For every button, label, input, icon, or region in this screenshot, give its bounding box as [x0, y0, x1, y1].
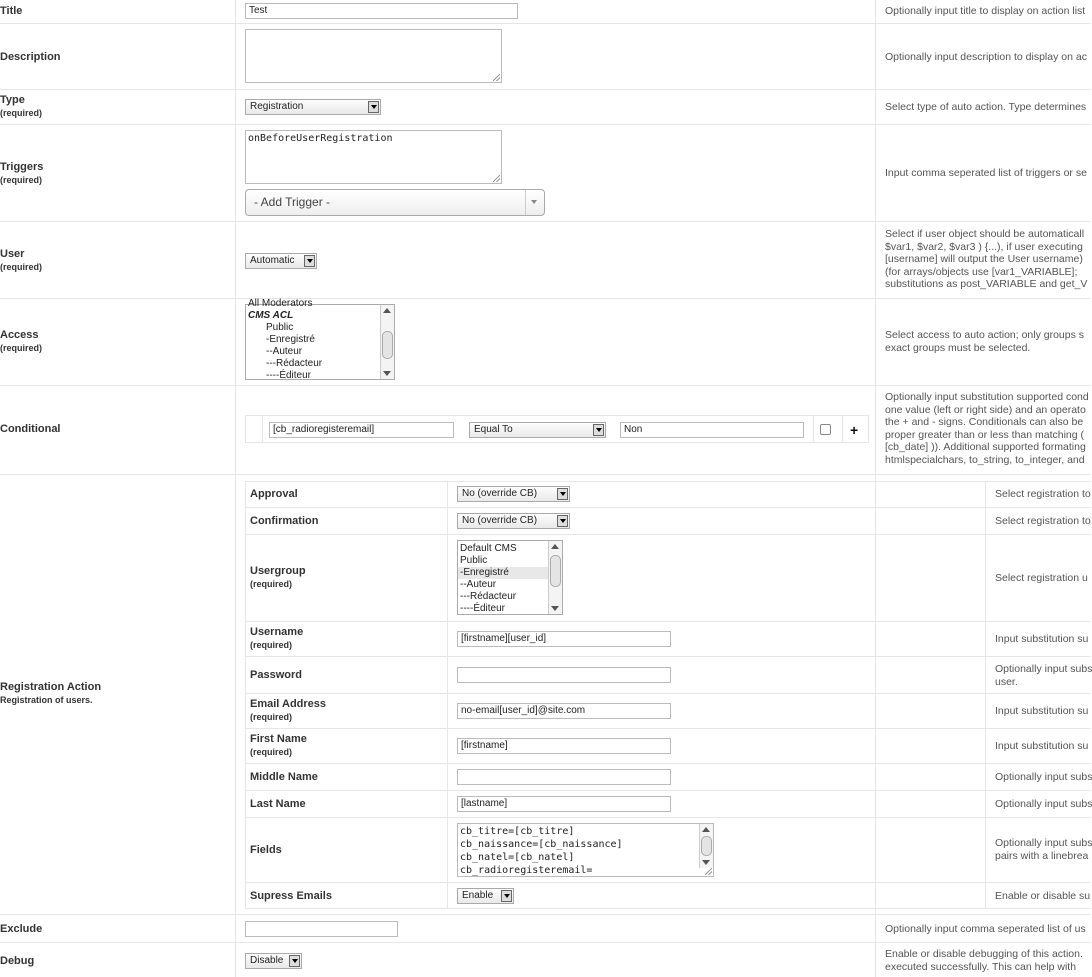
user-help: Select if user object should be automaticall $var1, $var2, $var3 ) {...), if user executing [username] will output the User username) (for arrays/objects use [var1_VARIABLE]; substitutions as post_VARIABLE and get_V: [885, 228, 1088, 290]
access-multiselect[interactable]: [245, 298, 395, 381]
chevron-down-icon: [525, 190, 544, 215]
list-option[interactable]: Public: [460, 555, 488, 566]
email-input[interactable]: no-email[user_id]@site.com: [457, 703, 671, 719]
usergroup-help: Select registration u: [995, 572, 1088, 584]
debug-help: Enable or disable debugging of this action. executed successfully. This can help with: [885, 948, 1083, 973]
username-input[interactable]: [firstname][user_id]: [457, 631, 671, 647]
username-help: Input substitution su: [995, 633, 1089, 645]
triggers-help: Input comma seperated list of triggers or se: [885, 167, 1087, 179]
access-help: Select access to auto action; only groups s exact groups must be selected.: [885, 329, 1085, 354]
list-option-group: CMS ACL: [248, 310, 294, 321]
firstname-label: First Name (required): [250, 733, 307, 757]
divider: [262, 416, 263, 442]
approval-help: Select registration to: [995, 488, 1091, 500]
lastname-label: Last Name: [250, 798, 306, 810]
middlename-input[interactable]: [457, 769, 671, 785]
list-option[interactable]: Default CMS: [460, 543, 517, 554]
scroll-thumb[interactable]: [701, 836, 712, 856]
title-label: Title: [0, 5, 23, 17]
description-textarea[interactable]: [245, 29, 502, 83]
arrow-up-icon[interactable]: [702, 827, 710, 832]
condition-value-input[interactable]: Non: [620, 422, 804, 438]
usergroup-label: Usergroup (required): [250, 565, 306, 589]
firstname-input[interactable]: [firstname]: [457, 738, 671, 754]
scroll-thumb[interactable]: [550, 555, 561, 587]
usergroup-multiselect[interactable]: [457, 540, 563, 615]
chevron-down-icon: [557, 515, 568, 527]
chevron-down-icon: [304, 255, 315, 267]
user-label: User (required): [0, 248, 43, 272]
list-option[interactable]: Public: [266, 322, 294, 333]
supress-emails-help: Enable or disable su: [995, 890, 1091, 902]
confirmation-row: [245, 508, 1091, 535]
list-option[interactable]: --Auteur: [266, 346, 303, 357]
description-row: [0, 24, 1091, 90]
access-row: [0, 299, 1091, 386]
supress-emails-select[interactable]: Enable: [457, 888, 514, 904]
description-label: Description: [0, 51, 61, 63]
middlename-label: Middle Name: [250, 771, 318, 783]
resize-grip-icon[interactable]: [493, 175, 500, 182]
divider: [842, 416, 843, 442]
confirmation-label: Confirmation: [250, 515, 319, 527]
list-option[interactable]: ----Éditeur: [266, 370, 312, 381]
debug-label: Debug: [0, 955, 35, 967]
scrollbar[interactable]: [548, 541, 562, 614]
exclude-label: Exclude: [0, 923, 43, 935]
condition-operator-select[interactable]: Equal To: [469, 422, 606, 438]
list-option[interactable]: ---Rédacteur: [460, 591, 517, 602]
divider: [813, 416, 814, 442]
arrow-up-icon[interactable]: [551, 544, 559, 549]
resize-grip-icon[interactable]: [493, 74, 500, 81]
type-help: Select type of auto action. Type determines: [885, 101, 1087, 113]
confirmation-select[interactable]: No (override CB): [457, 513, 570, 529]
exclude-help: Optionally input comma seperated list of us: [885, 923, 1086, 935]
conditional-label: Conditional: [0, 423, 61, 435]
scrollbar[interactable]: [380, 305, 394, 379]
arrow-down-icon[interactable]: [551, 606, 559, 611]
access-label: Access (required): [0, 329, 43, 353]
type-select[interactable]: Registration: [245, 99, 381, 115]
scrollbar[interactable]: [699, 824, 713, 868]
exclude-input[interactable]: [245, 921, 398, 937]
description-help: Optionally input description to display on ac: [885, 51, 1087, 63]
supress-emails-label: Supress Emails: [250, 890, 332, 902]
email-help: Input substitution su: [995, 705, 1089, 717]
triggers-label: Triggers (required): [0, 161, 44, 185]
exclude-row: [0, 915, 1091, 943]
approval-label: Approval: [250, 488, 298, 500]
email-label: Email Address (required): [250, 698, 327, 722]
type-row: [0, 90, 1091, 125]
triggers-textarea[interactable]: onBeforeUserRegistration: [245, 130, 502, 184]
user-select[interactable]: Automatic: [245, 253, 317, 269]
list-option[interactable]: --Auteur: [460, 579, 497, 590]
usergroup-row: [245, 535, 1091, 622]
chevron-down-icon: [501, 890, 512, 902]
user-row: [0, 222, 1091, 299]
fields-textarea[interactable]: cb_titre=[cb_titre] cb_naissance=[cb_naissance] cb_natel=[cb_natel] cb_radioregisteremail=: [457, 823, 714, 877]
list-option[interactable]: ---Rédacteur: [266, 358, 323, 369]
title-row: [0, 0, 1091, 24]
password-label: Password: [250, 669, 302, 681]
chevron-down-icon: [289, 955, 300, 967]
approval-row: [245, 481, 1091, 508]
lastname-input[interactable]: [lastname]: [457, 796, 671, 812]
debug-row: [0, 943, 1091, 977]
fields-help: Optionally input subs pairs with a linebrea: [995, 837, 1092, 862]
chevron-down-icon: [368, 101, 379, 113]
chevron-down-icon: [593, 424, 604, 436]
arrow-up-icon[interactable]: [383, 308, 391, 313]
scroll-thumb[interactable]: [382, 331, 393, 359]
title-input[interactable]: Test: [245, 3, 518, 19]
add-condition-icon[interactable]: +: [850, 422, 859, 438]
conditional-help: Optionally input substitution supported cond one value (left or right side) and an operato the + and - signs. Conditionals can also be proper greater than or less than matching ( [cb_date] )). Additional supported formating htmlspecialchars, to_string, to_integer, and: [885, 391, 1089, 466]
username-label: Username (required): [250, 626, 304, 650]
list-option[interactable]: -Enregistré: [458, 567, 562, 579]
chevron-down-icon: [557, 488, 568, 500]
fields-label: Fields: [250, 844, 282, 856]
conditional-row: [0, 386, 1091, 475]
debug-select[interactable]: Disable: [245, 953, 302, 969]
resize-grip-icon[interactable]: [705, 868, 712, 875]
registration-label: Registration Action Registration of users.: [0, 681, 102, 705]
title-help: Optionally input title to display on action list: [885, 5, 1086, 17]
approval-select[interactable]: No (override CB): [457, 486, 570, 502]
confirmation-help: Select registration to: [995, 515, 1091, 527]
triggers-row: [0, 125, 1091, 222]
list-option[interactable]: ----Éditeur: [460, 603, 506, 614]
password-input[interactable]: [457, 667, 671, 683]
firstname-help: Input substitution su: [995, 740, 1089, 752]
add-trigger-select[interactable]: - Add Trigger -: [245, 189, 545, 216]
lastname-help: Optionally input subs: [995, 798, 1092, 810]
type-label: Type (required): [0, 94, 43, 118]
arrow-down-icon[interactable]: [383, 371, 391, 376]
password-help: Optionally input subs user.: [995, 663, 1092, 688]
arrow-down-icon[interactable]: [702, 860, 710, 865]
list-option[interactable]: -Enregistré: [266, 334, 315, 345]
middlename-help: Optionally input subs: [995, 771, 1092, 783]
condition-field-input[interactable]: [cb_radioregisteremail]: [269, 422, 454, 438]
condition-checkbox[interactable]: [820, 424, 831, 435]
list-option[interactable]: All Moderators: [248, 298, 313, 309]
